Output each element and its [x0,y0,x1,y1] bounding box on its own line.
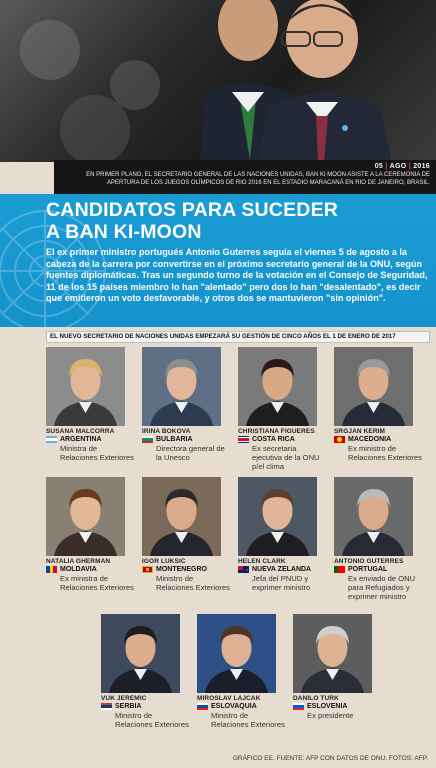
candidate-role: Ex ministro de Relaciones Exteriores [348,444,422,463]
candidate-role: Ex secretaria ejecutiva de la ONU p/el clima [252,444,320,472]
candidate-portrait [101,614,180,693]
candidate-country: SERBIA [115,703,142,710]
candidate-name: DANILO TURK [293,695,339,702]
costa-rica-flag-icon [238,436,249,443]
candidate-card [197,614,287,729]
candidate-portrait [293,614,372,693]
candidate-country-row [142,436,232,443]
candidate-country: ESLOVENIA [307,703,348,710]
candidate-card [46,347,136,462]
candidate-card [293,614,383,720]
candidate-name: CHRISTIANA FIGUERES [238,428,315,435]
candidate-role: Ex ministra de Relaciones Exteriores [60,574,134,593]
candidate-role: Ministra de Relaciones Exteriores [60,444,134,463]
page-title [46,199,338,243]
candidate-role: Ministro de Relaciones Exteriores [115,711,189,730]
candidate-country: PORTUGAL [348,566,388,573]
candidate-portrait [197,614,276,693]
candidate-role: Jefa del PNUD y exprimer ministro [252,574,311,593]
candidate-country-row [293,703,383,710]
candidate-portrait [46,477,125,556]
candidate-role: Ex presidente [307,711,354,720]
candidate-card [142,347,232,462]
candidate-country: COSTA RICA [252,436,295,443]
candidate-name: IGOR LUKSIC [142,558,186,565]
candidate-country-row [197,703,287,710]
candidate-portrait [334,477,413,556]
macedonia-flag-icon [334,436,345,443]
candidate-country-row [334,566,424,573]
subheader: EL NUEVO SECRETARIO DE NACIONES UNIDAS EMPEZARÁ SU GESTIÓN DE CINCO AÑOS EL 1 DE ENERO DE 2017 [46,331,430,343]
page-title-line1: CANDIDATOS PARA SUCEDER [46,199,339,221]
caption-date-day: 05 [374,163,384,170]
headline-band [0,194,436,327]
candidate-country: MOLDAVIA [60,566,97,573]
date-separator: | [385,163,388,170]
candidate-country-row [46,436,136,443]
header-photo [0,0,436,162]
candidate-role: Directora general de la Unesco [156,444,225,463]
candidate-name: VUK JEREMIC [101,695,147,702]
candidate-country: MACEDONIA [348,436,392,443]
date-separator: | [408,163,411,170]
candidate-card [334,347,424,462]
caption-date-month: AGO [389,163,407,170]
candidate-country-row [142,566,232,573]
candidate-country-row [334,436,424,443]
candidate-country-row [238,436,328,443]
argentina-flag-icon [46,436,57,443]
candidate-country: ARGENTINA [60,436,102,443]
candidate-portrait [142,347,221,426]
lead-paragraph: El ex primer ministro portugués Antonio Guterres seguía el viernes 5 de agosto a la cabeza de la carrera por convertirse en el próximo secretario general de la ONU, según fuentes diplomáticas. Tras un segundo turno de la votación en el Consejo de Seguridad, 11 de los 15 países miembro lo han "alentado" pero dos lo han "desalentado", es decir que emitieron un voto desfavorable, y otros dos se mantuvieron "sin opinión". [46,247,428,304]
montenegro-flag-icon [142,566,153,573]
serbia-flag-icon [101,703,112,710]
candidate-portrait [238,477,317,556]
candidate-card [46,477,136,592]
candidate-role: Ministro de Relaciones Exteriores [211,711,285,730]
portugal-flag-icon [334,566,345,573]
candidate-card [101,614,191,729]
candidate-name: SRGJAN KERIM [334,428,386,435]
candidate-country: MONTENEGRO [156,566,207,573]
candidate-card [238,347,328,472]
photo-caption [54,160,436,194]
officials-illustration [0,0,436,162]
candidate-country: ESLOVAQUIA [211,703,257,710]
candidate-country: BULBARIA [156,436,193,443]
moldova-flag-icon [46,566,57,573]
candidate-name: ANTONIO GUTERRES [334,558,404,565]
candidate-name: NATALIA GHERMAN [46,558,111,565]
slovakia-flag-icon [197,703,208,710]
footer-credit: GRÁFICO EE. FUENTE: AFP CON DATOS DE ONU. FOTOS: AFP. [232,755,428,762]
candidate-card [238,477,328,592]
candidate-role: Ministro de Relaciones Exteriores [156,574,230,593]
new-zealand-flag-icon [238,566,249,573]
candidate-card [334,477,424,602]
candidate-portrait [334,347,413,426]
slovenia-flag-icon [293,703,304,710]
candidate-portrait [142,477,221,556]
candidate-country: NUEVA ZELANDA [252,566,312,573]
candidate-country-row [238,566,328,573]
candidate-name: IRINA BOKOVA [142,428,191,435]
bulgaria-flag-icon [142,436,153,443]
page-title-line2: A BAN KI-MOON [46,221,202,243]
caption-text: EN PRIMER PLANO, EL SECRETARIO GENERAL DE LAS NACIONES UNIDAS, BAN KI MOON ASISTE A LA CEREMONIA DE APERTURA DE LOS JUEGOS OLÍMPICOS DE RIO 2016 EN EL ESTADIO MARACANÁ EN RIO DE JANEIRO, BRASIL. [86,172,430,186]
caption-date-year: 2016 [413,163,430,170]
candidate-card [142,477,232,592]
candidate-role: Ex enviado de ONU para Refugiados y exprimer ministro [348,574,416,602]
candidate-portrait [46,347,125,426]
candidate-name: HELEN CLARK [238,558,286,565]
candidate-name: MIROSLAV LAJCAK [197,695,261,702]
candidate-country-row [101,703,191,710]
candidate-name: SUSANA MALCORRA [46,428,115,435]
candidate-country-row [46,566,136,573]
candidate-portrait [238,347,317,426]
caption-date [62,163,430,170]
